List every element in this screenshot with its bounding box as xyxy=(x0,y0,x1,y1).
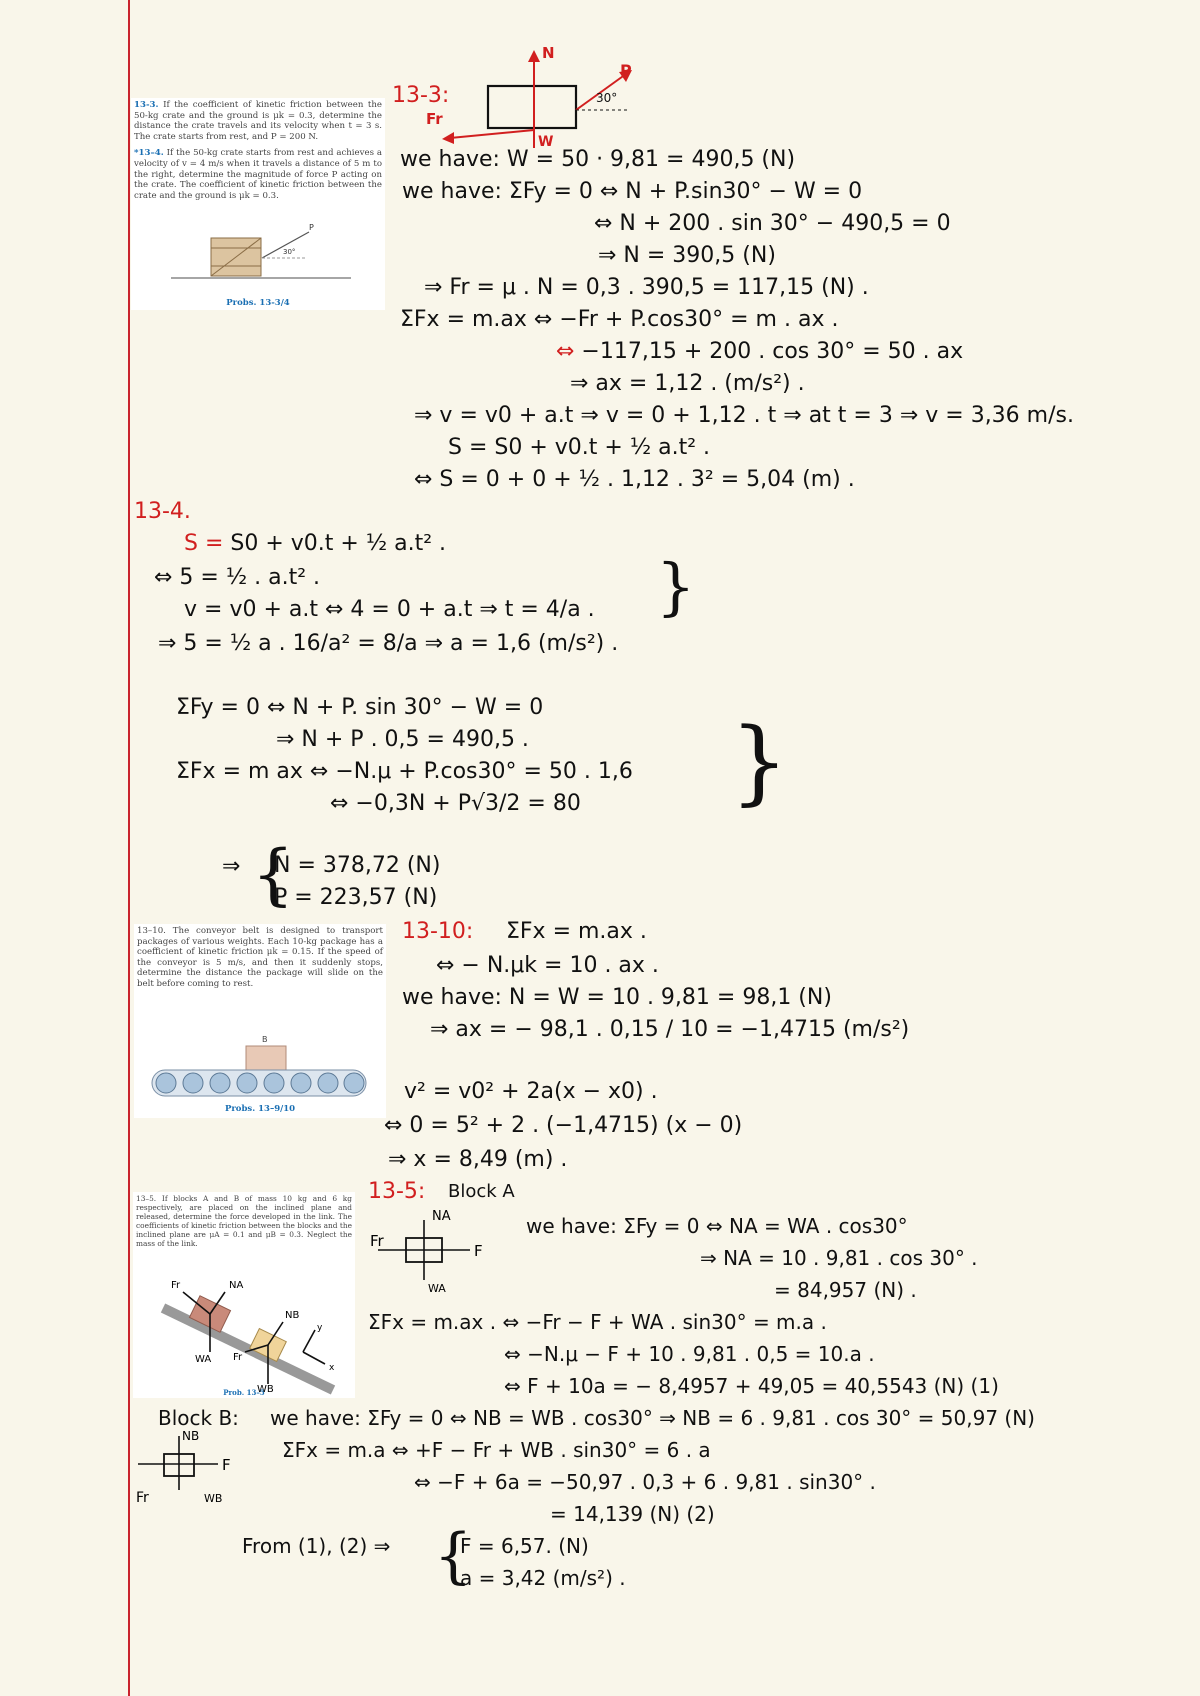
solution-line: we have: N = W = 10 . 9,81 = 98,1 (N) xyxy=(402,985,832,1010)
figure-label: WB xyxy=(257,1384,274,1395)
result-f: F = 6,57. (N) xyxy=(460,1534,589,1558)
textbook-problem-13-10 xyxy=(134,924,386,1118)
solution-line xyxy=(184,530,446,558)
arrow: ⇒ xyxy=(222,854,241,879)
figure-label: x xyxy=(329,1363,335,1373)
weight-label: WB xyxy=(204,1492,223,1505)
block-b-heading: Block B: xyxy=(158,1406,239,1430)
figure-label: y xyxy=(317,1323,323,1333)
figure-label: NA xyxy=(229,1280,244,1291)
conveyor-figure xyxy=(134,1020,386,1110)
solution-line: ΣFx = m.ax ⇔ −Fr + P.cos30° = m . ax . xyxy=(400,307,839,332)
result-p: P = 223,57 (N) xyxy=(274,885,438,910)
force-p-label: P xyxy=(620,61,632,80)
solution-line: ⇒ N = 390,5 (N) xyxy=(598,243,776,268)
solution-line: we have: ΣFy = 0 ⇔ NB = WB . cos30° ⇒ NB = 6 . 9,81 . cos 30° = 50,97 (N) xyxy=(270,1406,1035,1430)
weight-label: WA xyxy=(428,1282,446,1295)
solution-text: S = xyxy=(184,531,231,556)
problem-number: 13-3. xyxy=(134,100,159,110)
solution-line xyxy=(556,338,963,366)
result-a: a = 3,42 (m/s²) . xyxy=(460,1566,626,1590)
fbd-block-b xyxy=(134,1428,254,1518)
brace: } xyxy=(730,708,789,815)
equivalence-arrow: ⇔ xyxy=(556,339,575,364)
problem-label: 13-5: xyxy=(368,1179,426,1204)
figure-label: WA xyxy=(195,1354,212,1365)
solution-line: ⇔ −0,3N + P√3/2 = 80 xyxy=(330,791,581,816)
normal-force-label: NB xyxy=(182,1429,200,1443)
solution-line: From (1), (2) ⇒ xyxy=(242,1534,391,1558)
problem-text: If the coefficient of kinetic friction between the 50-kg crate and the ground is μk = 0.3, determine the distance the crate travels and its velocity when t = 3 s. The crate starts from rest, and P = 200 N. xyxy=(134,100,383,142)
link-force-label: F xyxy=(474,1242,483,1260)
problem-label: 13-4. xyxy=(134,499,191,524)
friction-label: Fr xyxy=(426,110,443,128)
problem-text: 13–10. The conveyor belt is designed to transport packages of various weights. Each 10-kg package has a coefficient of kinetic friction μk = 0.15. If the speed of the conveyor is 5 m/s, and then it suddenly stops, determine the distance the package will slide on the belt before coming to rest. xyxy=(137,926,383,989)
fbd-block-a xyxy=(366,1206,506,1306)
solution-line: ΣFx = m.ax . ⇔ −Fr − F + WA . sin30° = m.a . xyxy=(368,1310,827,1334)
solution-text: S0 + v0.t + ½ a.t² . xyxy=(230,531,447,556)
problem-label: 13-10: xyxy=(402,919,474,944)
angle-label: 30° xyxy=(283,248,296,256)
figure-caption: Prob. 13–5 xyxy=(223,1388,265,1397)
solution-line: v = v0 + a.t ⇔ 4 = 0 + a.t ⇒ t = 4/a . xyxy=(184,597,595,622)
figure-label: Fr xyxy=(233,1352,243,1363)
solution-line: ⇒ ax = − 98,1 . 0,15 / 10 = −1,4715 (m/s²) xyxy=(430,1017,910,1042)
solution-text: −117,15 + 200 . cos 30° = 50 . ax xyxy=(574,339,964,364)
solution-line: ⇔ −N.μ − F + 10 . 9,81 . 0,5 = 10.a . xyxy=(504,1342,875,1366)
solution-line: = 14,139 (N) (2) xyxy=(550,1502,715,1526)
textbook-problem-13-3-4 xyxy=(131,98,385,310)
problem-text: 13–5. If blocks A and B of mass 10 kg and 6 kg respectively, are placed on the inclined plane and released, determine the force developed in the link. The coefficients of kinetic friction between the blocks and the inclined plane are μA = 0.1 and μB = 0.3. Neglect the mass of the link. xyxy=(136,1194,352,1248)
result-n: N = 378,72 (N) xyxy=(274,853,441,878)
solution-line: = 84,957 (N) . xyxy=(774,1278,917,1302)
fbd-crate xyxy=(426,40,660,150)
textbook-problem-13-5 xyxy=(133,1192,355,1398)
angle-label: 30° xyxy=(596,91,618,105)
solution-line: ⇒ NA = 10 . 9,81 . cos 30° . xyxy=(700,1246,978,1270)
problem-text: If the 50-kg crate starts from rest and achieves a velocity of v = 4 m/s when it travels a distance of 5 m to the right, determine the magnitude of force P acting on the crate. The coefficient of kinetic friction between the crate and the ground is μk = 0.3. xyxy=(134,148,383,201)
solution-line: ⇒ 5 = ½ a . 16/a² = 8/a ⇒ a = 1,6 (m/s²) . xyxy=(158,631,619,656)
solution-line: ⇒ Fr = μ . N = 0,3 . 390,5 = 117,15 (N) . xyxy=(424,275,869,300)
link-force-label: F xyxy=(222,1456,231,1474)
friction-label: Fr xyxy=(370,1232,384,1250)
solution-line: ⇔ N + 200 . sin 30° − 490,5 = 0 xyxy=(594,211,951,236)
solution-line: v² = v0² + 2a(x − x0) . xyxy=(404,1079,658,1104)
brace: } xyxy=(656,550,696,623)
solution-line: ⇔ S = 0 + 0 + ½ . 1,12 . 3² = 5,04 (m) . xyxy=(414,467,855,492)
solution-line: S = S0 + v0.t + ½ a.t² . xyxy=(448,435,711,460)
solution-line: ⇔ 5 = ½ . a.t² . xyxy=(154,565,321,590)
solution-line: we have: ΣFy = 0 ⇔ N + P.sin30° − W = 0 xyxy=(402,179,863,204)
brace: { xyxy=(252,836,294,913)
solution-line: ⇒ x = 8,49 (m) . xyxy=(388,1147,568,1172)
brace: { xyxy=(434,1521,473,1591)
solution-line: ΣFx = m.ax . xyxy=(506,919,647,944)
normal-force-label: NA xyxy=(432,1209,451,1224)
problem-number: *13–4. xyxy=(134,148,164,159)
weight-label: W xyxy=(538,134,554,150)
solution-line: ⇒ v = v0 + a.t ⇒ v = 0 + 1,12 . t ⇒ at t = 3 ⇒ v = 3,36 m/s. xyxy=(414,403,1074,428)
solution-line: ⇔ −F + 6a = −50,97 . 0,3 + 6 . 9,81 . sin30° . xyxy=(414,1470,876,1494)
solution-line: ΣFx = m ax ⇔ −N.μ + P.cos30° = 50 . 1,6 xyxy=(176,759,633,784)
figure-caption: Probs. 13-3/4 xyxy=(226,298,290,308)
solution-line: we have: W = 50 · 9,81 = 490,5 (N) xyxy=(400,147,796,172)
solution-line: ⇔ − N.μk = 10 . ax . xyxy=(436,953,659,978)
block-a-heading: Block A xyxy=(448,1181,515,1202)
package-label: B xyxy=(262,1035,268,1044)
figure-caption: Probs. 13–9/10 xyxy=(224,1104,296,1114)
figure-label: NB xyxy=(285,1310,300,1321)
friction-label: Fr xyxy=(136,1490,149,1506)
crate-figure xyxy=(131,218,385,298)
solution-line: ⇒ ax = 1,12 . (m/s²) . xyxy=(570,371,805,396)
solution-line: ⇒ N + P . 0,5 = 490,5 . xyxy=(276,727,529,752)
margin-line xyxy=(128,0,130,1696)
solution-line: ⇔ 0 = 5² + 2 . (−1,4715) (x − 0) xyxy=(384,1113,743,1138)
solution-line: we have: ΣFy = 0 ⇔ NA = WA . cos30° xyxy=(526,1214,908,1238)
problem-label: 13-3: xyxy=(392,83,450,108)
solution-line: ⇔ F + 10a = − 8,4957 + 49,05 = 40,5543 (N) (1) xyxy=(504,1374,999,1398)
solution-line: ΣFx = m.a ⇔ +F − Fr + WB . sin30° = 6 . a xyxy=(282,1438,711,1462)
solution-line: ΣFy = 0 ⇔ N + P. sin 30° − W = 0 xyxy=(176,695,544,720)
force-label: P xyxy=(309,223,314,232)
figure-label: Fr xyxy=(171,1280,181,1291)
normal-force-label: N xyxy=(542,44,555,62)
